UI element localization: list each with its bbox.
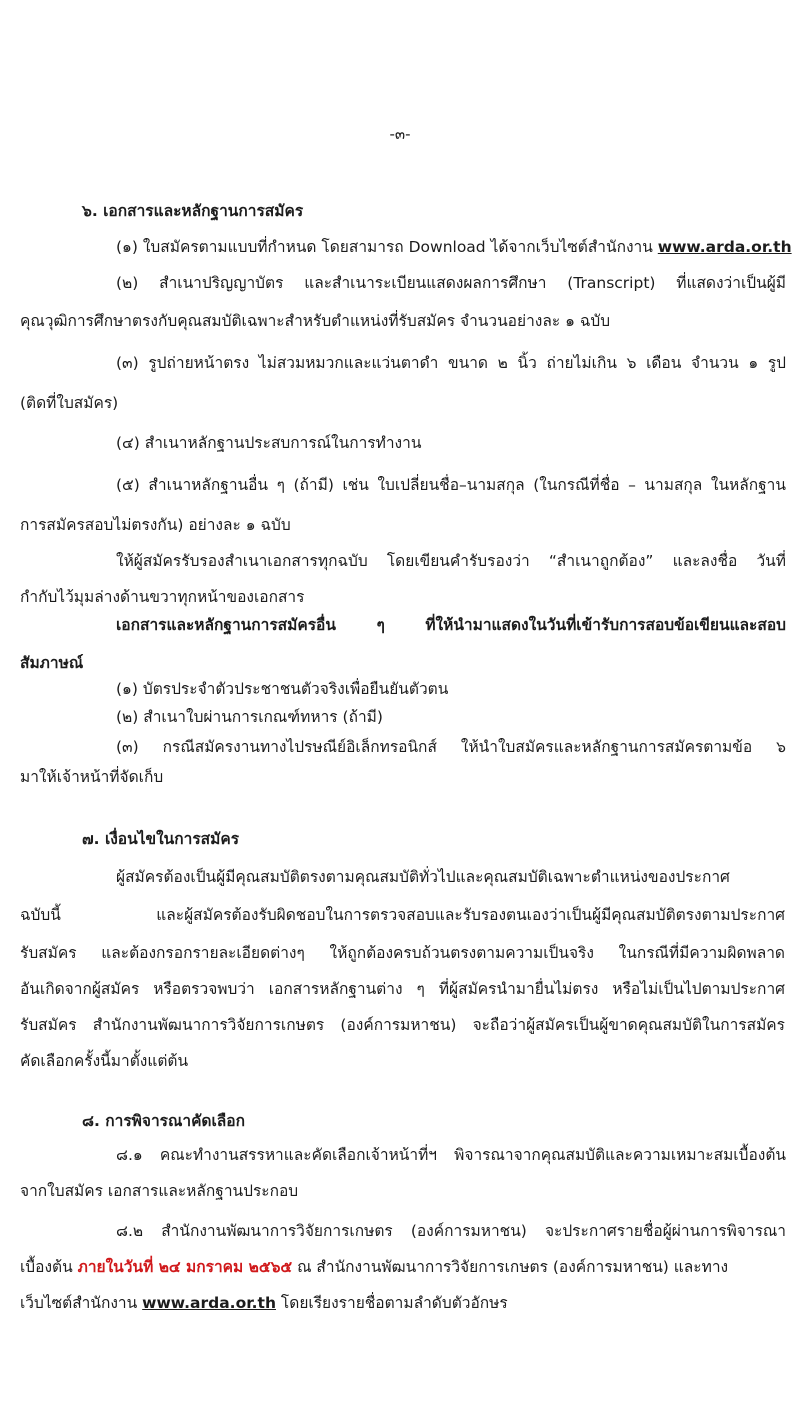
s6-item-2-line-2: คุณวุฒิการศึกษาตรงกับคุณสมบัติเฉพาะสำหรับตำแหน่งที่รับสมัคร จำนวนอย่างละ ๑ ฉบับ bbox=[20, 312, 611, 330]
s7-paragraph-line-1: ผู้สมัครต้องเป็นผู้มีคุณสมบัติตรงตามคุณสมบัติทั่วไปและคุณสมบัติเฉพาะตำแหน่งของประกาศ bbox=[116, 868, 730, 886]
s6-other-item-2: (๒) สำเนาใบผ่านการเกณฑ์ทหาร (ถ้ามี) bbox=[116, 708, 383, 726]
s8-item-2-line-1: ๘.๒ สำนักงานพัฒนาการวิจัยการเกษตร (องค์การมหาชน) จะประกาศรายชื่อผู้ผ่านการพิจารณา bbox=[116, 1222, 786, 1240]
s6-other-item-3-line-2: มาให้เจ้าหน้าที่จัดเก็บ bbox=[20, 768, 164, 786]
s6-item-1 bbox=[116, 236, 792, 258]
s6-other-item-1: (๑) บัตรประจำตัวประชาชนตัวจริงเพื่อยืนยันตัวตน bbox=[116, 680, 449, 698]
s7-paragraph-line-2: ฉบับนี้ และผู้สมัครต้องรับผิดชอบในการตรวจสอบและรับรองตนเองว่าเป็นผู้มีคุณสมบัติตรงตามประกาศ bbox=[20, 906, 785, 924]
s7-paragraph-line-4: อันเกิดจากผู้สมัคร หรือตรวจพบว่า เอกสารหลักฐานต่าง ๆ ที่ผู้สมัครนำมายื่นไม่ตรง หรือไม่เป็นไปตามประกาศ bbox=[20, 980, 785, 998]
s6-certify-line-1: ให้ผู้สมัครรับรองสำเนาเอกสารทุกฉบับ โดยเขียนคำรับรองว่า “สำเนาถูกต้อง” และลงชื่อ วันที่ bbox=[116, 552, 786, 570]
s6-item-5-line-2: การสมัครสอบไม่ตรงกัน) อย่างละ ๑ ฉบับ bbox=[20, 516, 291, 534]
s6-item-5-line-1: (๕) สำเนาหลักฐานอื่น ๆ (ถ้ามี) เช่น ใบเปลี่ยนชื่อ–นามสกุล (ในกรณีที่ชื่อ – นามสกุล ในหลักฐาน bbox=[116, 476, 786, 494]
s8-item-2-text-d: โดยเรียงรายชื่อตามลำดับตัวอักษร bbox=[276, 1294, 508, 1312]
s6-item-3-line-2: (ติดที่ใบสมัคร) bbox=[20, 394, 119, 412]
s8-item-2-text-c: เว็บไซต์สำนักงาน bbox=[20, 1294, 143, 1312]
s6-other-docs-line-1: เอกสารและหลักฐานการสมัครอื่น ๆ ที่ให้นำมาแสดงในวันที่เข้ารับการสอบข้อเขียนและสอบ bbox=[116, 616, 786, 634]
section-7-heading: ๗. เงื่อนไขในการสมัคร bbox=[82, 830, 240, 848]
page-number: -๓- bbox=[389, 125, 411, 143]
s8-item-2-line-2 bbox=[20, 1256, 785, 1278]
s8-item-1-line-1: ๘.๑ คณะทำงานสรรหาและคัดเลือกเจ้าหน้าที่ฯ พิจารณาจากคุณสมบัติและความเหมาะสมเบื้องต้น bbox=[116, 1146, 786, 1164]
s6-item-4: (๔) สำเนาหลักฐานประสบการณ์ในการทำงาน bbox=[116, 434, 422, 452]
section-6-heading: ๖. เอกสารและหลักฐานการสมัคร bbox=[82, 202, 304, 220]
s6-item-1-text: (๑) ใบสมัครตามแบบที่กำหนด โดยสามารถ Download ได้จากเว็บไซต์สำนักงาน bbox=[116, 238, 658, 256]
s6-item-3-line-1: (๓) รูปถ่ายหน้าตรง ไม่สวมหมวกและแว่นตาดำ ขนาด ๒ นิ้ว ถ่ายไม่เกิน ๖ เดือน จำนวน ๑ รูป bbox=[116, 354, 786, 372]
arda-website-link-2[interactable]: www.arda.or.th bbox=[142, 1294, 276, 1312]
arda-website-link[interactable]: www.arda.or.th bbox=[657, 238, 792, 256]
s8-item-1-line-2: จากใบสมัคร เอกสารและหลักฐานประกอบ bbox=[20, 1182, 299, 1200]
s8-item-2-text-b: ณ สำนักงานพัฒนาการวิจัยการเกษตร (องค์การมหาชน) และทาง bbox=[292, 1258, 729, 1276]
s7-paragraph-line-5: รับสมัคร สำนักงานพัฒนาการวิจัยการเกษตร (องค์การมหาชน) จะถือว่าผู้สมัครเป็นผู้ขาดคุณสมบัติในการสมัคร bbox=[20, 1016, 785, 1034]
s8-item-2-text-a: เบื้องต้น bbox=[20, 1258, 78, 1276]
s8-item-2-line-3 bbox=[20, 1292, 785, 1314]
s6-certify-line-2: กำกับไว้มุมล่างด้านขวาทุกหน้าของเอกสาร bbox=[20, 588, 305, 606]
s7-paragraph-line-6: คัดเลือกครั้งนี้มาตั้งแต่ต้น bbox=[20, 1052, 189, 1070]
s7-paragraph-line-3: รับสมัคร และต้องกรอกรายละเอียดต่างๆ ให้ถูกต้องครบถ้วนตรงตามความเป็นจริง ในกรณีที่มีความผิดพลาด bbox=[20, 944, 785, 962]
s6-item-2-line-1: (๒) สำเนาปริญญาบัตร และสำเนาระเบียนแสดงผลการศึกษา (Transcript) ที่แสดงว่าเป็นผู้มี bbox=[116, 274, 786, 292]
announcement-date: ภายในวันที่ ๒๔ มกราคม ๒๕๖๕ bbox=[77, 1258, 293, 1276]
s6-other-docs-line-2: สัมภาษณ์ bbox=[20, 654, 84, 672]
s6-other-item-3-line-1: (๓) กรณีสมัครงานทางไปรษณีย์อิเล็กทรอนิกส์ ให้นำใบสมัครและหลักฐานการสมัครตามข้อ ๖ bbox=[116, 738, 786, 756]
section-8-heading: ๘. การพิจารณาคัดเลือก bbox=[82, 1112, 245, 1130]
